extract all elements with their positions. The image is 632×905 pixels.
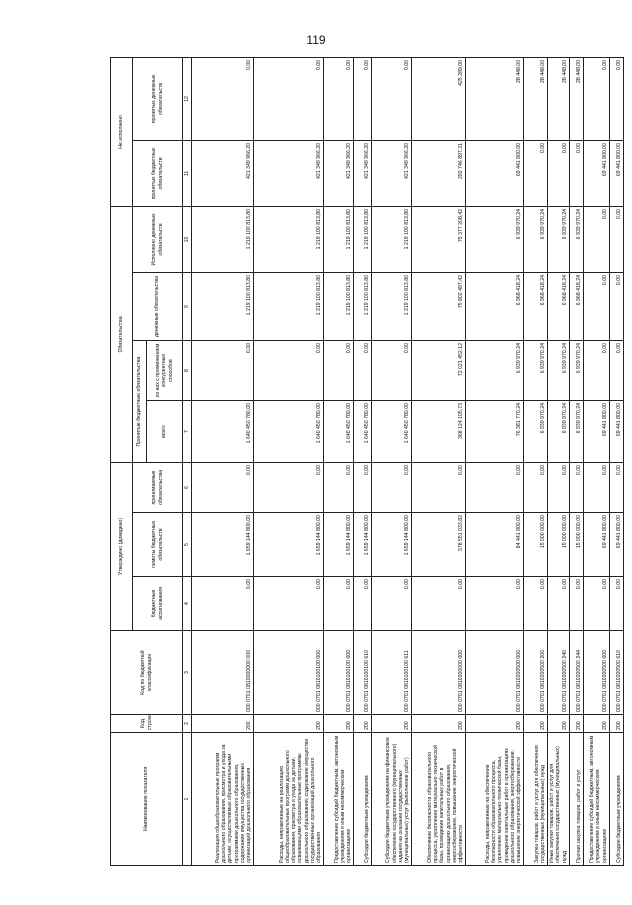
amount-cell: 0,00 xyxy=(524,140,548,206)
amount-cell: 1 219 100 813,80 xyxy=(324,206,354,272)
amount-cell: 69 441 800,00 xyxy=(609,400,623,462)
table-row xyxy=(324,57,354,865)
column-number: 3 xyxy=(183,631,192,715)
amount-cell: 6 939 970,24 xyxy=(569,206,583,272)
header-ne-budget-obligations: принятых бюджетных обязательств xyxy=(133,140,183,206)
amount-cell: 6 939 970,24 xyxy=(466,206,524,272)
amount-cell: 378 551 033,82 xyxy=(412,513,466,577)
rotated-table-wrapper xyxy=(110,58,622,866)
row-code: 200 xyxy=(548,715,570,733)
row-code: 200 xyxy=(192,715,254,733)
amount-cell: 6 939 970,24 xyxy=(569,340,583,400)
header-including-competitive: из них с применением конкурентных способов xyxy=(147,340,183,400)
amount-cell: 6 939 970,24 xyxy=(524,206,548,272)
amount-cell: 0,00 xyxy=(354,340,372,400)
amount-cell: 0,00 xyxy=(324,340,354,400)
amount-cell: 0,00 xyxy=(609,462,623,512)
amount-cell: 6 939 970,24 xyxy=(569,400,583,462)
row-name: Субсидии бюджетным учреждениям на финансовое обеспечение государственного (муниципального) задания на оказание государственных (муниципальных) услуг (выполнение работ) xyxy=(372,733,412,866)
amount-cell: 6 939 970,24 xyxy=(548,206,570,272)
table-row xyxy=(192,57,254,865)
column-number: 10 xyxy=(183,206,192,272)
budget-code: 000 0701 0810100100 610 xyxy=(354,631,372,715)
amount-cell: 0,00 xyxy=(372,340,412,400)
amount-cell: 69 441 800,00 xyxy=(609,140,623,206)
amount-cell: 0,00 xyxy=(569,462,583,512)
budget-code: 000 0701 0810100100 611 xyxy=(372,631,412,715)
budget-code: 000 0701 0810200500 600 xyxy=(583,631,609,715)
budget-code: 000 0701 0810200500 610 xyxy=(609,631,623,715)
amount-cell: 15 000 000,00 xyxy=(548,513,570,577)
amount-cell: 6 939 970,24 xyxy=(548,400,570,462)
amount-cell: 0,00 xyxy=(412,462,466,512)
amount-cell: 6 968 418,24 xyxy=(466,272,524,340)
amount-cell: 28 448,00 xyxy=(548,57,570,140)
report-table-area xyxy=(110,58,622,866)
amount-cell: 368 124 105,73 xyxy=(412,400,466,462)
amount-cell: 0,00 xyxy=(412,577,466,631)
header-obligations: Обязательства xyxy=(111,206,133,462)
amount-cell: 1 659 144 800,00 xyxy=(354,513,372,577)
amount-cell: 0,00 xyxy=(548,462,570,512)
amount-cell: 75 802 497,42 xyxy=(412,272,466,340)
budget-code: 000 0701 0810200500 244 xyxy=(569,631,583,715)
budget-code: 000 0701 0810200000 000 xyxy=(412,631,466,715)
amount-cell: 6 968 418,24 xyxy=(548,272,570,340)
column-number: 2 xyxy=(183,715,192,733)
amount-cell: 0,00 xyxy=(192,462,254,512)
amount-cell: 69 441 800,00 xyxy=(609,513,623,577)
row-name: Иные закупки товаров, работ и услуг для обеспечения государственных (муниципальных) нужд xyxy=(548,733,570,866)
header-budget-limits: лимиты бюджетных обязательств xyxy=(133,513,183,577)
table-row xyxy=(372,57,412,865)
amount-cell: 421 349 966,20 xyxy=(372,140,412,206)
amount-cell: 6 939 970,24 xyxy=(524,340,548,400)
column-number: 9 xyxy=(183,272,192,340)
amount-cell: 0,00 xyxy=(583,57,609,140)
amount-cell: 1 659 144 800,00 xyxy=(324,513,354,577)
row-code: 200 xyxy=(524,715,548,733)
column-number: 6 xyxy=(183,462,192,512)
amount-cell: 0,00 xyxy=(254,577,324,631)
header-budget-allocations: бюджетные ассигнования xyxy=(133,577,183,631)
header-monetary-obligations: денежные обязательства xyxy=(133,272,183,340)
amount-cell: 0,00 xyxy=(254,57,324,140)
row-code: 200 xyxy=(609,715,623,733)
header-row-code: Код строки xyxy=(111,715,183,733)
amount-cell: 0,00 xyxy=(609,206,623,272)
row-name: Расходы, направленные на обеспечение безопасности образовательного процесса, укрепление материально-технической базы, проведение капитальных работ в организациях дошкольного образования, энергосбережение, повышение энергетической эффективности xyxy=(466,733,524,866)
budget-execution-table xyxy=(110,57,624,866)
amount-cell: 0,00 xyxy=(583,577,609,631)
row-code: 200 xyxy=(354,715,372,733)
amount-cell: 1 219 100 813,80 xyxy=(192,206,254,272)
column-number: 1 xyxy=(183,733,192,866)
row-name: Предоставление субсидий бюджетным, автономным учреждениям и иным некоммерческим организациям xyxy=(583,733,609,866)
budget-code: 000 0701 0810000000 000 xyxy=(192,631,254,715)
amount-cell: 1 640 450 780,00 xyxy=(372,400,412,462)
amount-cell: 0,00 xyxy=(583,340,609,400)
row-name: Реализация общеобразовательных программ дошкольного образования, присмотра и ухода за детьми, осуществляемых образовательными программами дошкольного образования, содержание имущества государственных организаций дошкольного образования xyxy=(192,733,254,866)
amount-cell: 1 219 100 813,80 xyxy=(324,272,354,340)
table-row xyxy=(583,57,609,865)
amount-cell: 0,00 xyxy=(254,340,324,400)
amount-cell: 0,00 xyxy=(609,57,623,140)
amount-cell: 1 640 450 780,00 xyxy=(254,400,324,462)
amount-cell: 0,00 xyxy=(372,57,412,140)
amount-cell: 0,00 xyxy=(609,272,623,340)
column-number-row xyxy=(183,57,192,865)
row-name: Субсидии бюджетным учреждениям xyxy=(354,733,372,866)
row-name: Расходы, направленные на реализацию общеобразовательных программ дошкольного образования, присмотра и ухода за детьми, осваивающими образовательные программы дошкольного образования, содержание имущества государственных организаций дошкольного образования xyxy=(254,733,324,866)
row-code: 200 xyxy=(466,715,524,733)
amount-cell: 0,00 xyxy=(569,577,583,631)
column-number: 12 xyxy=(183,57,192,140)
table-row xyxy=(548,57,570,865)
amount-cell: 0,00 xyxy=(583,206,609,272)
row-code: 200 xyxy=(412,715,466,733)
amount-cell: 15 000 000,00 xyxy=(524,513,548,577)
amount-cell: 0,00 xyxy=(548,140,570,206)
table-row xyxy=(609,57,623,865)
amount-cell: 0,00 xyxy=(354,577,372,631)
amount-cell: 0,00 xyxy=(524,462,548,512)
amount-cell: 0,00 xyxy=(192,577,254,631)
amount-cell: 292 746 897,31 xyxy=(412,140,466,206)
amount-cell: 421 349 966,20 xyxy=(254,140,324,206)
table-row xyxy=(569,57,583,865)
row-name: Предоставление субсидий бюджетным, автономным учреждениям и иным некоммерческим организациям xyxy=(324,733,354,866)
header-executed-monetary: Исполнено денежных обязательств xyxy=(133,206,183,272)
amount-cell: 69 441 800,00 xyxy=(583,513,609,577)
amount-cell: 69 441 800,00 xyxy=(583,140,609,206)
amount-cell: 0,00 xyxy=(324,462,354,512)
amount-cell: 6 968 418,24 xyxy=(569,272,583,340)
table-row xyxy=(466,57,524,865)
budget-code: 000 0701 0810100100 600 xyxy=(324,631,354,715)
amount-cell: 76 381 770,24 xyxy=(466,400,524,462)
amount-cell: 1 640 450 780,00 xyxy=(192,400,254,462)
row-name: Закупка товаров, работ и услуг для обеспечения государственных (муниципальных) нужд xyxy=(524,733,548,866)
header-accepted-obligations: принимаемые обязательства xyxy=(133,462,183,512)
amount-cell: 69 441 800,00 xyxy=(466,140,524,206)
amount-cell: 0,00 xyxy=(192,57,254,140)
column-number: 7 xyxy=(183,400,192,462)
table-row xyxy=(524,57,548,865)
amount-cell: 6 939 970,24 xyxy=(548,340,570,400)
header-accepted-budget-obligations: Принятые бюджетные обязательства xyxy=(133,340,147,462)
amount-cell: 15 000 000,00 xyxy=(569,513,583,577)
amount-cell: 0,00 xyxy=(609,340,623,400)
column-number: 4 xyxy=(183,577,192,631)
header-ne-monetary-obligations: принятых денежных обязательств xyxy=(133,57,183,140)
amount-cell: 1 659 144 800,00 xyxy=(192,513,254,577)
row-code: 200 xyxy=(324,715,354,733)
amount-cell: 1 659 144 800,00 xyxy=(372,513,412,577)
row-code: 200 xyxy=(254,715,324,733)
amount-cell: 0,00 xyxy=(324,577,354,631)
budget-code: 000 0701 0810100100 000 xyxy=(254,631,324,715)
amount-cell: 1 219 100 813,80 xyxy=(254,272,324,340)
budget-code: 000 0701 0810200500 000 xyxy=(466,631,524,715)
budget-code: 000 0701 0810200500 240 xyxy=(548,631,570,715)
amount-cell: 72 021 452,12 xyxy=(412,340,466,400)
amount-cell: 421 349 966,20 xyxy=(192,140,254,206)
amount-cell: 1 219 100 813,80 xyxy=(354,206,372,272)
amount-cell: 6 968 418,24 xyxy=(524,272,548,340)
amount-cell: 0,00 xyxy=(583,462,609,512)
amount-cell: 1 219 100 813,80 xyxy=(354,272,372,340)
table-row xyxy=(254,57,324,865)
amount-cell: 0,00 xyxy=(324,57,354,140)
amount-cell: 84 441 800,00 xyxy=(466,513,524,577)
amount-cell: 421 349 966,20 xyxy=(354,140,372,206)
amount-cell: 0,00 xyxy=(524,577,548,631)
amount-cell: 28 448,00 xyxy=(524,57,548,140)
row-name: Обеспечение безопасности образовательного процесса, укрепление материально-технической базы, проведение капитальных работ в организациях дошкольного образования, энергосбережение, повышение энергетической эффективности xyxy=(412,733,466,866)
amount-cell: 1 219 100 813,80 xyxy=(372,272,412,340)
amount-cell: 1 219 100 813,80 xyxy=(192,272,254,340)
amount-cell: 0,00 xyxy=(372,577,412,631)
header-name: Наименование показателя xyxy=(111,733,183,866)
table-row xyxy=(354,57,372,865)
amount-cell: 0,00 xyxy=(569,140,583,206)
row-name: Прочая закупка товаров, работ и услуг xyxy=(569,733,583,866)
amount-cell: 425 289,00 xyxy=(412,57,466,140)
amount-cell: 0,00 xyxy=(609,577,623,631)
table-row xyxy=(412,57,466,865)
row-code: 200 xyxy=(583,715,609,733)
page-number: 119 xyxy=(306,33,326,47)
amount-cell: 0,00 xyxy=(354,462,372,512)
amount-cell: 0,00 xyxy=(466,577,524,631)
table-body xyxy=(192,57,624,865)
row-code: 200 xyxy=(372,715,412,733)
column-number: 11 xyxy=(183,140,192,206)
amount-cell: 0,00 xyxy=(548,577,570,631)
amount-cell: 1 219 100 813,80 xyxy=(372,206,412,272)
amount-cell: 28 448,00 xyxy=(569,57,583,140)
row-code: 200 xyxy=(569,715,583,733)
amount-cell: 1 219 100 813,80 xyxy=(254,206,324,272)
amount-cell: 0,00 xyxy=(192,340,254,400)
amount-cell: 0,00 xyxy=(466,462,524,512)
row-name: Субсидии бюджетным учреждениям xyxy=(609,733,623,866)
amount-cell: 1 659 144 800,00 xyxy=(254,513,324,577)
header-approved: Утверждено (доведено) xyxy=(111,462,133,630)
header-budget-code: Код по бюджетной классификации xyxy=(111,631,183,715)
budget-code: 000 0701 0810200500 200 xyxy=(524,631,548,715)
amount-cell: 1 640 450 780,00 xyxy=(354,400,372,462)
amount-cell: 421 349 966,20 xyxy=(324,140,354,206)
amount-cell: 75 377 208,42 xyxy=(412,206,466,272)
header-total: всего xyxy=(147,400,183,462)
amount-cell: 0,00 xyxy=(354,57,372,140)
amount-cell: 69 441 800,00 xyxy=(583,400,609,462)
amount-cell: 6 939 970,24 xyxy=(524,400,548,462)
column-number: 5 xyxy=(183,513,192,577)
amount-cell: 6 939 970,24 xyxy=(466,340,524,400)
amount-cell: 0,00 xyxy=(254,462,324,512)
column-number: 8 xyxy=(183,340,192,400)
amount-cell: 28 448,00 xyxy=(466,57,524,140)
amount-cell: 0,00 xyxy=(372,462,412,512)
header-not-executed: Не исполнено xyxy=(111,57,133,206)
amount-cell: 0,00 xyxy=(583,272,609,340)
amount-cell: 1 640 450 780,00 xyxy=(324,400,354,462)
